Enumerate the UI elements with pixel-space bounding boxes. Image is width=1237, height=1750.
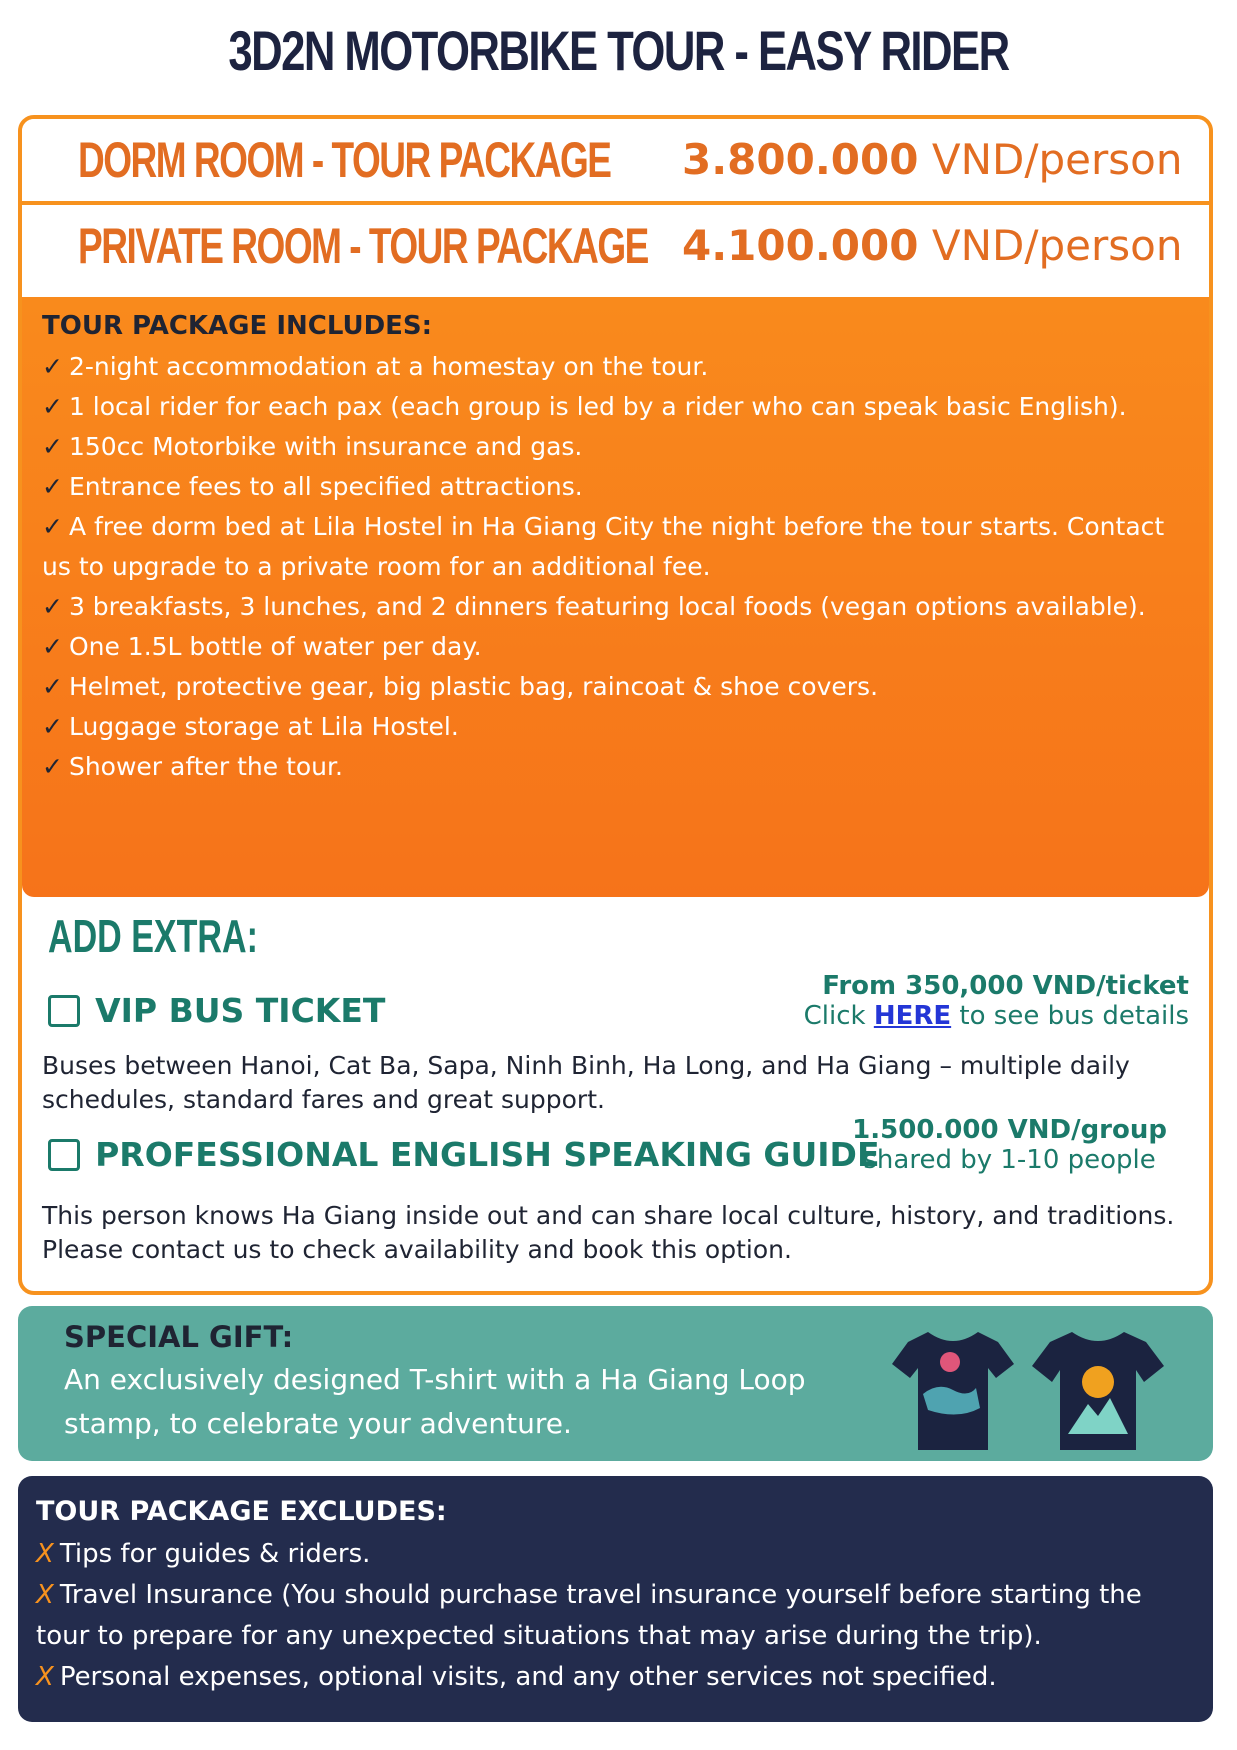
private-package-row [22,205,1209,297]
gift-heading: SPECIAL GIFT: [64,1320,294,1354]
special-gift-section [18,1306,1213,1461]
dorm-package-row [22,119,1209,205]
includes-heading: TOUR PACKAGE INCLUDES: [42,311,433,341]
guide-title: PROFESSIONAL ENGLISH SPEAKING GUIDE [95,1135,880,1174]
checkmark-icon: ✓ [42,432,63,461]
package-price: 4.100.000 VND/person [682,221,1183,270]
excludes-heading: TOUR PACKAGE EXCLUDES: [36,1496,447,1527]
excludes-list [36,1534,1196,1698]
gift-text: An exclusively designed T-shirt with a Ha Giang Loop stamp, to celebrate your adventure. [64,1363,806,1440]
excludes-item: X Travel Insurance (You should purchase travel insurance yourself before starting the tour to prepare for any unexpected situations that may arise during the trip). [36,1580,1142,1651]
package-name: DORM ROOM - TOUR PACKAGE [78,132,611,188]
checkmark-icon: ✓ [42,512,63,541]
includes-item: ✓ Entrance fees to all specified attractions. [42,472,583,501]
guide-description: This person knows Ha Giang inside out and can share local culture, history, and traditions. Please contact us to check availability and book this option. [42,1201,1175,1264]
excludes-item: X Tips for guides & riders. [36,1539,371,1569]
bus-details-link[interactable]: HERE [873,1001,952,1031]
checkmark-icon: ✓ [42,712,63,741]
checkmark-icon: ✓ [42,752,63,781]
guide-price: 1.500.000 VND/group [852,1115,1167,1145]
includes-item: ✓ Luggage storage at Lila Hostel. [42,712,459,741]
includes-item: ✓ 1 local rider for each pax (each group is led by a rider who can speak basic English). [42,392,1127,421]
guide-shared: shared by 1-10 people [863,1145,1156,1175]
includes-item: ✓ 2-night accommodation at a homestay on the tour. [42,352,709,381]
vip-bus-title: VIP BUS TICKET [95,991,386,1030]
x-icon: X [36,1662,54,1692]
includes-item: ✓ 150cc Motorbike with insurance and gas. [42,432,583,461]
checkbox-icon[interactable] [48,1139,80,1171]
excludes-item: X Personal expenses, optional visits, and any other services not specified. [36,1662,997,1692]
includes-item: ✓ Helmet, protective gear, big plastic bag, raincoat & shoe covers. [42,672,879,701]
checkmark-icon: ✓ [42,352,63,381]
includes-item: ✓ Shower after the tour. [42,752,343,781]
excludes-section [18,1476,1213,1722]
package-name: PRIVATE ROOM - TOUR PACKAGE [78,218,648,274]
tshirt-icon [888,1324,1018,1454]
includes-item: ✓ One 1.5L bottle of water per day. [42,632,482,661]
checkmark-icon: ✓ [42,632,63,661]
checkbox-icon[interactable] [48,995,80,1027]
includes-section [22,297,1209,897]
x-icon: X [36,1580,54,1610]
checkmark-icon: ✓ [42,472,63,501]
vip-bus-description: Buses between Hanoi, Cat Ba, Sapa, Ninh Binh, Ha Long, and Ha Giang – multiple daily schedules, standard fares and great support. [42,1051,1130,1114]
includes-item: ✓ A free dorm bed at Lila Hostel in Ha Giang City the night before the tour starts. Contact us to upgrade to a private room for an additional fee. [42,512,1165,581]
bus-details-line: Click HERE to see bus details [803,1001,1189,1031]
package-frame [18,115,1213,1295]
checkmark-icon: ✓ [42,392,63,421]
vip-bus-price: From 350,000 VND/ticket [822,971,1189,1001]
checkmark-icon: ✓ [42,672,63,701]
package-price: 3.800.000 VND/person [682,135,1183,184]
x-icon: X [36,1539,54,1569]
checkmark-icon: ✓ [42,592,63,621]
guide-price-block [852,1115,1167,1175]
vip-bus-price-block [804,971,1189,1031]
includes-list [42,347,1182,787]
includes-item: ✓ 3 breakfasts, 3 lunches, and 2 dinners featuring local foods (vegan options available). [42,592,1146,621]
tshirt-icon [1028,1324,1168,1454]
add-extra-heading: ADD EXTRA: [48,910,258,962]
page-title: 3D2N MOTORBIKE TOUR - EASY RIDER [228,19,1009,82]
